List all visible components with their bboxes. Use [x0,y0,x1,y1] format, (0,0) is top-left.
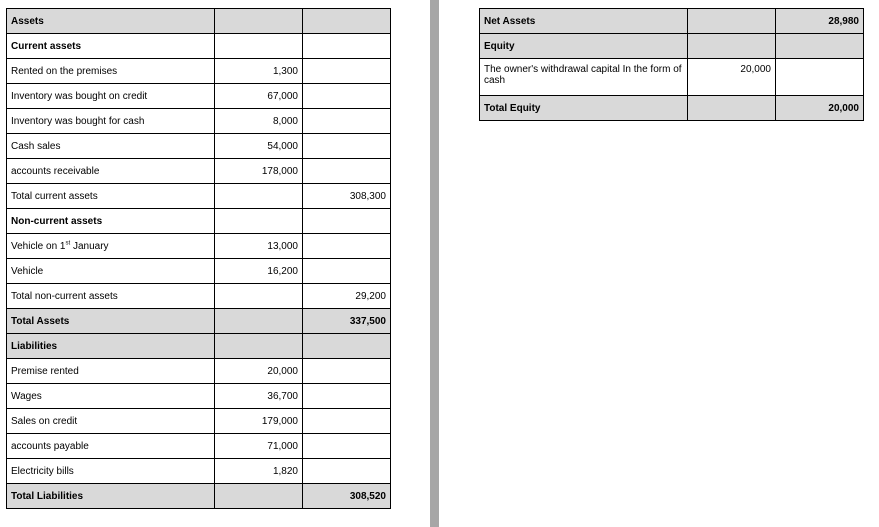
row-amount: 54,000 [215,134,303,159]
row-amount: 67,000 [215,84,303,109]
total-assets-row [7,309,391,334]
table-row [7,434,391,459]
equity-table [479,8,864,121]
non-current-assets-header-row [7,209,391,234]
table-row [7,109,391,134]
row-amount: 36,700 [215,384,303,409]
row-total: 337,500 [303,309,391,334]
row-total: 308,520 [303,484,391,509]
row-label: The owner's withdrawal capital In the form of cash [480,59,688,96]
row-label: Total Equity [480,96,688,121]
row-label: Premise rented [7,359,215,384]
row-amount: 20,000 [215,359,303,384]
row-label: Total Liabilities [7,484,215,509]
table-row [7,134,391,159]
row-label: Net Assets [480,9,688,34]
table-row [7,84,391,109]
equity-header-row [480,34,864,59]
row-label: Wages [7,384,215,409]
table-row [7,259,391,284]
liabilities-header: Liabilities [7,334,215,359]
row-label: accounts receivable [7,159,215,184]
row-total: 28,980 [776,9,864,34]
row-amount: 8,000 [215,109,303,134]
row-label: Electricity bills [7,459,215,484]
row-amount: 13,000 [215,234,303,259]
row-amount: 178,000 [215,159,303,184]
current-assets-header-row [7,34,391,59]
row-label: Rented on the premises [7,59,215,84]
row-label: Sales on credit [7,409,215,434]
row-amount: 1,300 [215,59,303,84]
assets-header: Assets [7,9,215,34]
current-assets-header: Current assets [7,34,215,59]
row-total: 29,200 [303,284,391,309]
total-equity-row [480,96,864,121]
page-divider [430,0,439,527]
total-liabilities-row [7,484,391,509]
row-label: accounts payable [7,434,215,459]
assets-liabilities-table [6,8,391,509]
liabilities-header-row [7,334,391,359]
equity-header: Equity [480,34,688,59]
row-label: Inventory was bought for cash [7,109,215,134]
row-label: Vehicle on 1st January [7,234,215,259]
row-amount: 179,000 [215,409,303,434]
row-label: Vehicle [7,259,215,284]
total-current-assets-row [7,184,391,209]
table-row [7,409,391,434]
table-row [7,359,391,384]
row-amount: 20,000 [688,59,776,96]
table-row [7,234,391,259]
row-label: Inventory was bought on credit [7,84,215,109]
table-row [7,459,391,484]
row-label: Total Assets [7,309,215,334]
table-row [7,384,391,409]
assets-header-row [7,9,391,34]
table-row [7,159,391,184]
row-label: Cash sales [7,134,215,159]
row-amount: 1,820 [215,459,303,484]
row-amount: 16,200 [215,259,303,284]
total-non-current-assets-row [7,284,391,309]
row-label: Total current assets [7,184,215,209]
row-amount: 71,000 [215,434,303,459]
row-label: Total non-current assets [7,284,215,309]
table-row [480,59,864,96]
row-total: 308,300 [303,184,391,209]
net-assets-row [480,9,864,34]
row-total: 20,000 [776,96,864,121]
non-current-assets-header: Non-current assets [7,209,215,234]
table-row [7,59,391,84]
